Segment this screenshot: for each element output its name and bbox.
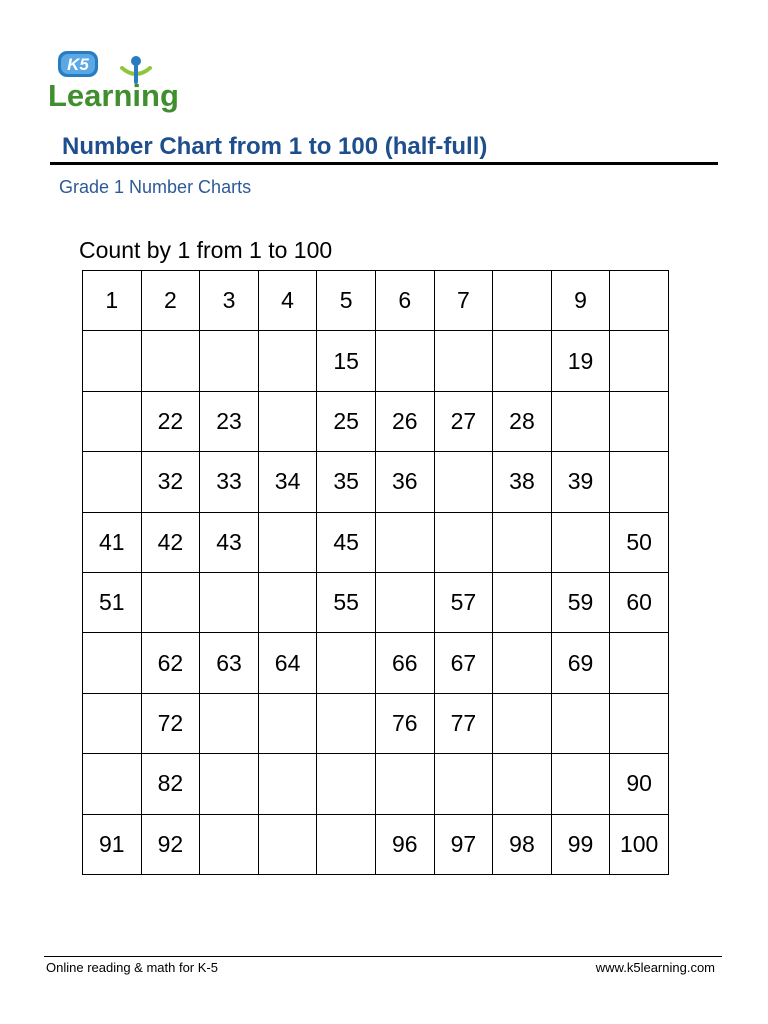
grid-cell: 35 — [317, 452, 376, 512]
grid-cell: 1 — [83, 271, 142, 331]
grid-cell: 66 — [375, 633, 434, 693]
grid-cell: 69 — [551, 633, 610, 693]
grid-cell: 39 — [551, 452, 610, 512]
grid-cell: 36 — [375, 452, 434, 512]
grid-cell — [317, 693, 376, 753]
worksheet-instruction: Count by 1 from 1 to 100 — [79, 237, 333, 263]
grid-cell — [317, 633, 376, 693]
grid-cell — [493, 512, 552, 572]
grid-cell: 7 — [434, 271, 493, 331]
grid-cell: 33 — [200, 452, 259, 512]
grid-cell: 22 — [141, 391, 200, 451]
grid-cell: 45 — [317, 512, 376, 572]
grid-cell: 64 — [258, 633, 317, 693]
grid-cell — [83, 331, 142, 391]
grid-cell: 67 — [434, 633, 493, 693]
grid-cell — [375, 754, 434, 814]
grid-cell: 76 — [375, 693, 434, 753]
grid-cell — [141, 331, 200, 391]
grid-cell: 43 — [200, 512, 259, 572]
grid-cell — [493, 271, 552, 331]
grid-cell: 28 — [493, 391, 552, 451]
grid-cell: 4 — [258, 271, 317, 331]
grid-cell: 55 — [317, 572, 376, 632]
grid-row — [83, 693, 669, 753]
grid-cell — [200, 331, 259, 391]
grid-cell: 34 — [258, 452, 317, 512]
grid-cell — [258, 814, 317, 874]
grid-cell — [610, 452, 669, 512]
grid-cell: 98 — [493, 814, 552, 874]
grid-cell — [493, 572, 552, 632]
grid-cell: 77 — [434, 693, 493, 753]
grid-cell — [551, 391, 610, 451]
grid-cell — [375, 331, 434, 391]
k5-learning-logo — [46, 50, 188, 114]
grid-row — [83, 633, 669, 693]
grid-cell — [83, 391, 142, 451]
grid-cell: 91 — [83, 814, 142, 874]
grid-cell — [200, 572, 259, 632]
grid-cell: 9 — [551, 271, 610, 331]
grid-cell: 41 — [83, 512, 142, 572]
grid-cell — [493, 693, 552, 753]
grid-cell: 62 — [141, 633, 200, 693]
grid-cell: 6 — [375, 271, 434, 331]
grid-cell — [200, 814, 259, 874]
grid-cell: 99 — [551, 814, 610, 874]
grid-cell: 92 — [141, 814, 200, 874]
grid-cell — [83, 754, 142, 814]
grid-cell — [258, 693, 317, 753]
grid-cell — [141, 572, 200, 632]
grid-cell — [83, 693, 142, 753]
grid-cell: 42 — [141, 512, 200, 572]
grid-cell — [200, 754, 259, 814]
grid-cell — [610, 271, 669, 331]
grid-row — [83, 452, 669, 512]
grid-cell: 60 — [610, 572, 669, 632]
grid-cell — [493, 754, 552, 814]
grid-cell — [434, 512, 493, 572]
grid-cell: 32 — [141, 452, 200, 512]
grid-cell — [610, 331, 669, 391]
grid-cell — [258, 754, 317, 814]
grid-cell: 38 — [493, 452, 552, 512]
grid-cell — [610, 693, 669, 753]
grid-cell: 3 — [200, 271, 259, 331]
grid-cell: 96 — [375, 814, 434, 874]
grid-cell: 100 — [610, 814, 669, 874]
title-divider — [50, 162, 718, 165]
grid-cell — [610, 391, 669, 451]
grid-cell — [258, 391, 317, 451]
footer-website: www.k5learning.com — [595, 960, 715, 975]
logo-badge-text: K5 — [67, 55, 89, 74]
page-title: Number Chart from 1 to 100 (half-full) — [62, 133, 488, 160]
grid-cell: 2 — [141, 271, 200, 331]
grid-cell: 59 — [551, 572, 610, 632]
number-chart-grid — [82, 270, 669, 875]
grid-row — [83, 814, 669, 874]
footer-divider — [44, 956, 722, 957]
grid-cell — [493, 331, 552, 391]
grid-row — [83, 271, 669, 331]
grid-cell: 63 — [200, 633, 259, 693]
footer-tagline: Online reading & math for K-5 — [46, 960, 218, 975]
grid-cell — [434, 452, 493, 512]
grid-cell: 15 — [317, 331, 376, 391]
page-subtitle: Grade 1 Number Charts — [59, 177, 252, 197]
grid-cell — [434, 754, 493, 814]
grid-cell — [317, 754, 376, 814]
grid-cell — [551, 754, 610, 814]
grid-cell: 23 — [200, 391, 259, 451]
grid-cell: 51 — [83, 572, 142, 632]
grid-cell — [317, 814, 376, 874]
grid-cell: 19 — [551, 331, 610, 391]
grid-cell — [258, 331, 317, 391]
grid-cell — [83, 452, 142, 512]
grid-cell: 5 — [317, 271, 376, 331]
grid-row — [83, 331, 669, 391]
grid-cell: 72 — [141, 693, 200, 753]
logo-wordmark: Learning — [48, 78, 179, 113]
grid-cell: 82 — [141, 754, 200, 814]
grid-row — [83, 512, 669, 572]
grid-row — [83, 754, 669, 814]
grid-cell: 57 — [434, 572, 493, 632]
grid-cell: 50 — [610, 512, 669, 572]
grid-cell: 26 — [375, 391, 434, 451]
grid-cell — [610, 633, 669, 693]
grid-cell: 25 — [317, 391, 376, 451]
grid-cell — [258, 512, 317, 572]
grid-cell — [493, 633, 552, 693]
grid-row — [83, 572, 669, 632]
grid-cell: 27 — [434, 391, 493, 451]
grid-cell — [83, 633, 142, 693]
grid-cell — [200, 693, 259, 753]
grid-cell — [258, 572, 317, 632]
grid-cell: 90 — [610, 754, 669, 814]
grid-row — [83, 391, 669, 451]
grid-cell — [551, 512, 610, 572]
grid-cell — [434, 331, 493, 391]
grid-cell — [375, 512, 434, 572]
grid-cell — [551, 693, 610, 753]
grid-cell — [375, 572, 434, 632]
grid-cell: 97 — [434, 814, 493, 874]
